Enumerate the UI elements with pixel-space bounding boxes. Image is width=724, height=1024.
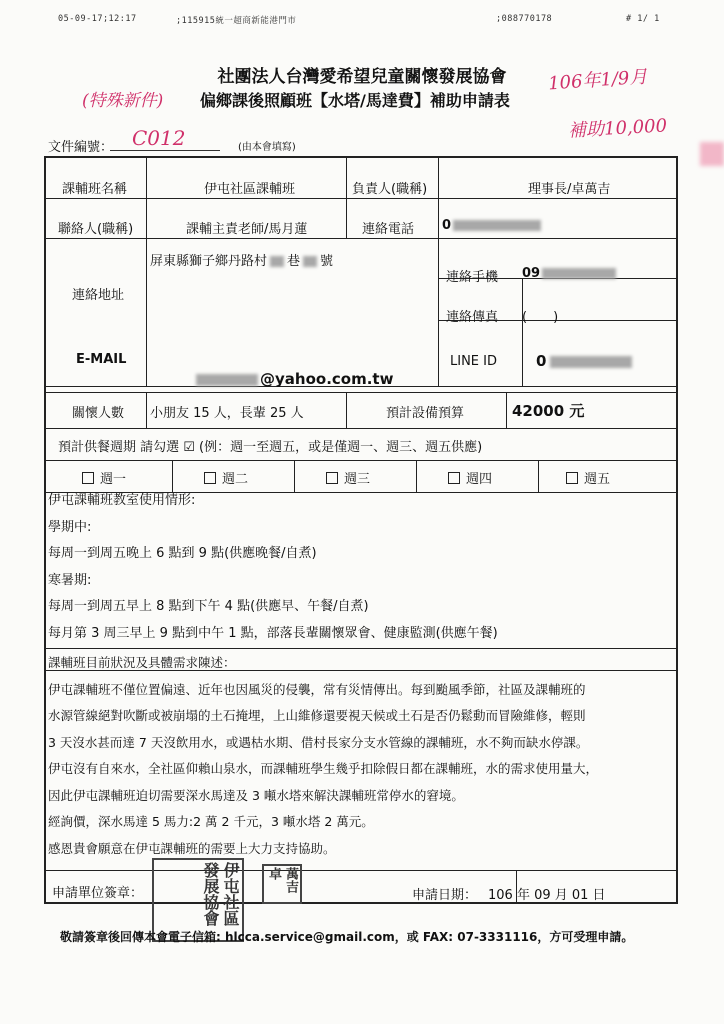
checkbox-tuesday[interactable]: 週二: [204, 468, 248, 487]
budget-label: 預計設備預算: [386, 406, 465, 421]
checkbox-icon: [326, 472, 338, 484]
usage-semester-line: 每周一到周五晚上 6 點到 9 點(供應晚餐/自煮): [48, 546, 317, 561]
needs-section: [48, 650, 676, 862]
needs-line: 感恩貴會願意在伊屯課輔班的需要上大力支持協助。: [48, 840, 336, 856]
usage-vacation-line2: 每月第 3 周三早上 9 點到中午 1 點，部落長輩關懷眾會、健康監測(供應午餐): [48, 625, 498, 641]
address-value: 屏東縣獅子鄉丹路村 巷 號: [150, 254, 334, 269]
needs-heading: 課輔班目前狀況及具體需求陳述：: [48, 655, 236, 670]
meal-period-text: 預計供餐週期 請勾選 ☑ (例：週一至週五，或是僅週一、週三、週五供應): [58, 440, 483, 455]
handwritten-subsidy: 補助10,000: [567, 115, 668, 142]
needs-line: 因此伊屯課輔班迫切需要深水馬達及 3 噸水塔來解決課輔班常停水的窘境。: [48, 787, 464, 803]
fax-page: # 1/ 1: [626, 14, 660, 24]
usage-vacation-label: 寒暑期:: [48, 572, 92, 588]
people-value: 小朋友 15 人，長輩 25 人: [150, 406, 304, 421]
needs-line: 伊屯沒有自來水，全社區仰賴山泉水，而課輔班學生幾乎扣除假日都在課輔班，水的需求使用量大，: [48, 761, 599, 776]
line-id-value: 0: [536, 352, 632, 370]
fax-label: 連絡傳真: [446, 310, 499, 325]
redaction-blot: [700, 142, 724, 166]
usage-semester-label: 學期中:: [48, 519, 92, 535]
usage-section: [48, 488, 676, 647]
footer-instruction: 敬請簽章後回傳本會電子信箱: hlcca.service@gmail.com，或 FAX: 07-3331116，方可受理申請。: [60, 930, 634, 944]
needs-line: 伊屯課輔班不僅位置偏遠、近年也因風災的侵襲，常有災情傳出。每到颱風季節，社區及課輔班的: [48, 681, 586, 697]
fax-sender: ;115915統一超商新能港門市: [176, 16, 297, 26]
doc-number-note: (由本會填寫): [238, 142, 296, 153]
fax-number: ;088770178: [496, 14, 553, 24]
checkbox-friday[interactable]: 週五: [566, 468, 610, 487]
contact-value: 課輔主責老師/馬月蓮: [186, 222, 308, 237]
mobile-label: 連絡手機: [446, 270, 499, 285]
checkbox-icon: [204, 472, 216, 484]
doc-number-label: 文件編號：: [48, 140, 114, 155]
checkbox-monday[interactable]: 週一: [82, 468, 126, 487]
handwritten-special-note: (特殊新件): [82, 91, 164, 111]
budget-value: 42000 元: [512, 402, 585, 420]
checkbox-icon: [566, 472, 578, 484]
line-id-label: LINE ID: [450, 354, 497, 369]
doc-number-underline: [110, 150, 220, 151]
doc-number-value: C012: [132, 126, 186, 150]
phone-label: 連絡電話: [362, 222, 415, 237]
personal-seal: 萬吉卓: [262, 864, 302, 904]
address-label: 連絡地址: [72, 288, 125, 303]
class-name-value: 伊屯社區課輔班: [204, 182, 296, 197]
usage-vacation-line1: 每周一到周五早上 8 點到下午 4 點(供應早、午餐/自煮): [48, 599, 369, 614]
organization-seal: 伊屯社區發展協會: [152, 858, 244, 942]
fax-value: ( ): [522, 310, 559, 325]
mobile-value: 09: [522, 266, 616, 281]
class-name-label: 課輔班名稱: [62, 182, 128, 197]
form-title: 偏鄉課後照顧班【水塔/馬達費】補助申請表: [200, 91, 510, 110]
needs-line: 經詢價，深水馬達 5 馬力:2 萬 2 千元，3 噸水塔 2 萬元。: [48, 814, 374, 829]
usage-heading: 伊屯課輔班教室使用情形:: [48, 493, 196, 508]
needs-line: 3 天沒水甚而達 7 天沒飲用水，或遇枯水期、借村長家分支水管線的課輔班，水不夠而缺水停課。: [48, 734, 589, 750]
apply-date-label: 申請日期：: [412, 888, 478, 903]
apply-date-value: 106 年 09 月 01 日: [488, 888, 606, 903]
fax-datetime: 05-09-17;12:17: [58, 14, 137, 24]
needs-line: 水源管線絕對吹斷或被崩塌的土石掩埋，上山維修還要視天候或土石是否仍鬆動而冒險維修，輕則: [48, 708, 586, 723]
checkbox-icon: [82, 472, 94, 484]
email-label: E-MAIL: [76, 352, 127, 367]
people-label: 關懷人數: [72, 406, 125, 421]
phone-value: 0: [442, 218, 541, 233]
email-value: @yahoo.com.tw: [196, 370, 393, 388]
handwritten-date: 106年1/9月: [547, 66, 649, 95]
checkbox-wednesday[interactable]: 週三: [326, 468, 370, 487]
contact-label: 聯絡人(職稱): [58, 222, 134, 237]
checkbox-icon: [448, 472, 460, 484]
org-name: 社團法人台灣愛希望兒童關懷發展協會: [217, 67, 507, 87]
applicant-seal-label: 申請單位簽章：: [52, 886, 144, 901]
checkbox-thursday[interactable]: 週四: [448, 468, 492, 487]
owner-label: 負責人(職稱): [352, 182, 428, 197]
owner-value: 理事長/卓萬吉: [528, 182, 611, 197]
